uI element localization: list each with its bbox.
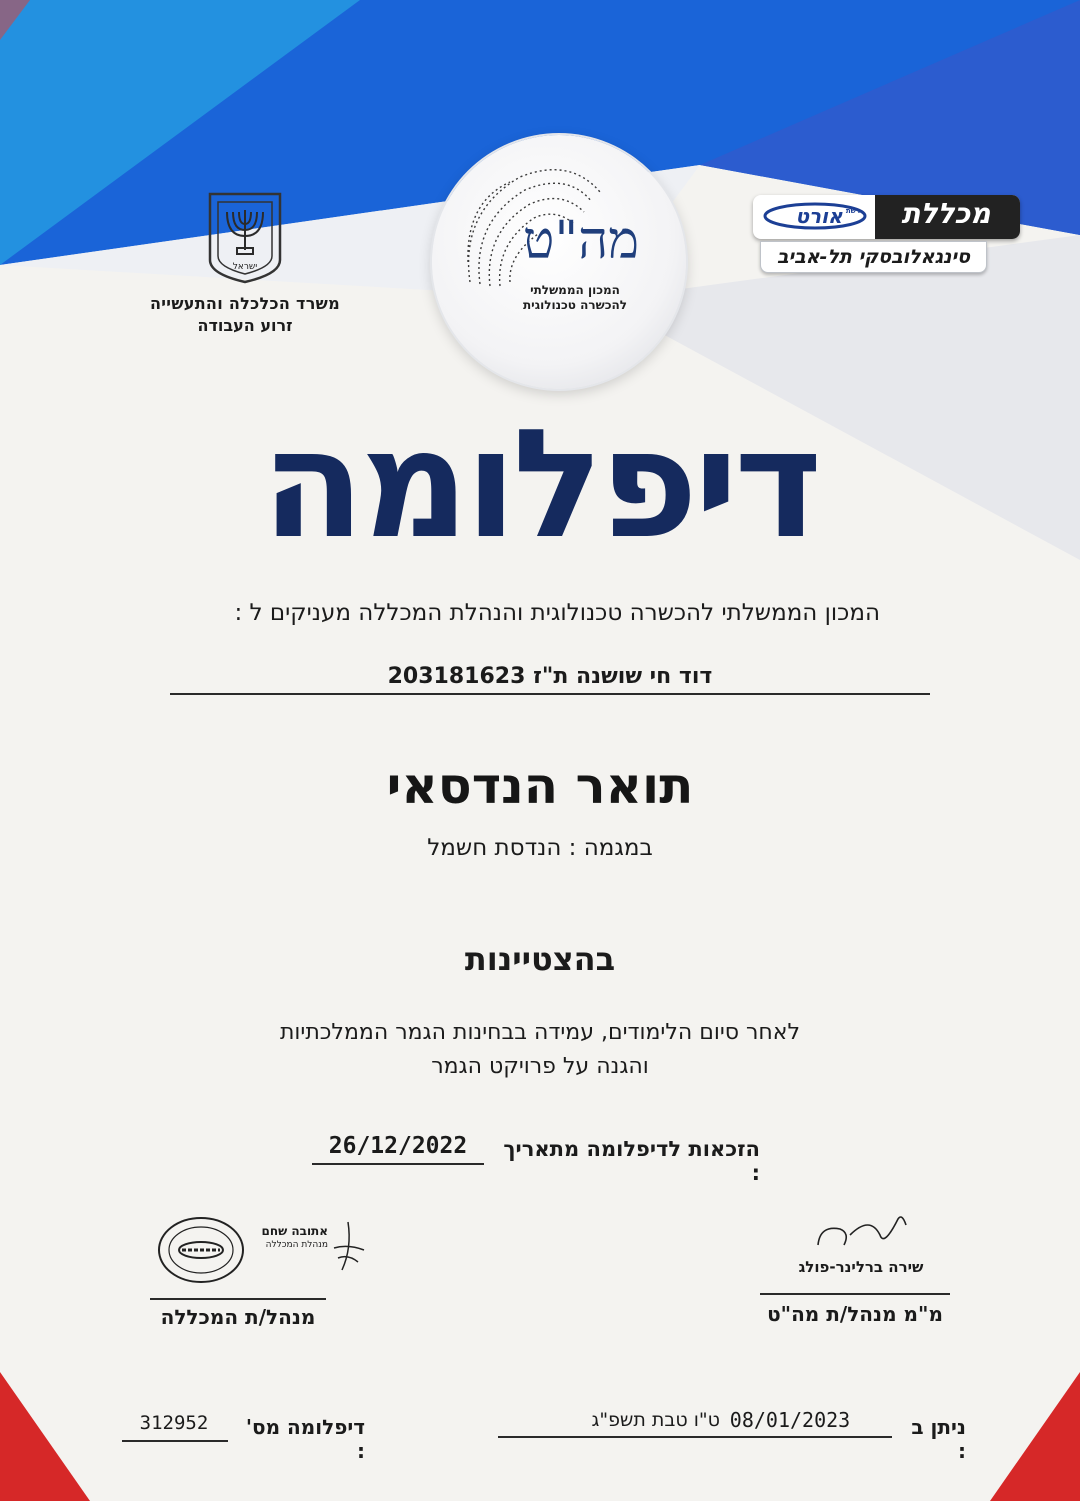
completion-line-1: לאחר סיום הלימודים, עמידה בבחינות הגמר הממלכתיות (279, 1020, 801, 1045)
diploma-number-label: דיפלומה מס' : (245, 1415, 365, 1463)
director-caption: מנהל/ת המכללה (160, 1305, 316, 1329)
major: במגמה : הנדסת חשמל (427, 835, 653, 861)
distinction: בהצטיינות (464, 940, 616, 978)
diploma-number-underline (122, 1440, 228, 1442)
college-stamp-icon (156, 1215, 246, 1285)
mahat-director-name: שירה ברלינר-פולג (798, 1258, 924, 1276)
issued-date-hebrew: ט"ו טבת תשפ"ג (591, 1409, 720, 1431)
college-label-box (875, 195, 1020, 239)
mahat-signature-line (760, 1293, 950, 1295)
director-signature-icon (328, 1218, 368, 1278)
college-brand-prefix: רשת (845, 207, 861, 215)
institute-line1: המכון הממשלתי (530, 283, 620, 297)
institute-line2: להכשרה טכנולוגית (522, 298, 628, 312)
issued-label: ניתן ב : (911, 1415, 966, 1463)
eligibility-label: הזכאות לדיפלומה מתאריך : (503, 1137, 760, 1185)
award-line: המכון הממשלתי להכשרה טכנולוגית והנהלת המכללה מעניקים ל : (234, 600, 880, 626)
diploma-title: דיפלומה (261, 398, 819, 572)
eligibility-underline (312, 1163, 484, 1165)
director-name: אתובה שחם (261, 1224, 328, 1238)
ministry-name: משרד הכלכלה והתעשייה (150, 294, 340, 313)
recipient-underline (170, 693, 930, 695)
issued-underline (498, 1436, 892, 1438)
college-city: סינגאלובסקי תל-אביב (760, 241, 987, 273)
institute-logo: מה"ט (522, 211, 640, 271)
college-label: מכללת (901, 197, 991, 230)
diploma-number: 312952 (139, 1412, 209, 1434)
israel-emblem-icon (200, 190, 290, 286)
college-brand: אורט (795, 204, 843, 228)
mahat-caption: מ"מ מנהל/ת מה"ט (767, 1302, 943, 1326)
college-logo (753, 195, 1020, 239)
degree-title: תואר הנדסאי (386, 757, 694, 815)
director-title: מנהלת המכללה (265, 1240, 328, 1250)
eligibility-date: 26/12/2022 (328, 1133, 468, 1159)
emblem-label: ישראל (232, 262, 258, 272)
mahat-signature-icon (810, 1205, 910, 1255)
ministry-subtitle: זרוע העבודה (197, 316, 293, 335)
completion-line-2: והגנה על פרויקט הגמר (431, 1054, 649, 1079)
issued-date-gregorian: 08/01/2023 (729, 1408, 851, 1432)
director-signature-line (150, 1298, 326, 1300)
recipient: דוד חי שושנה ת"ז 203181623 (387, 664, 713, 689)
ort-logo-icon (761, 201, 869, 231)
